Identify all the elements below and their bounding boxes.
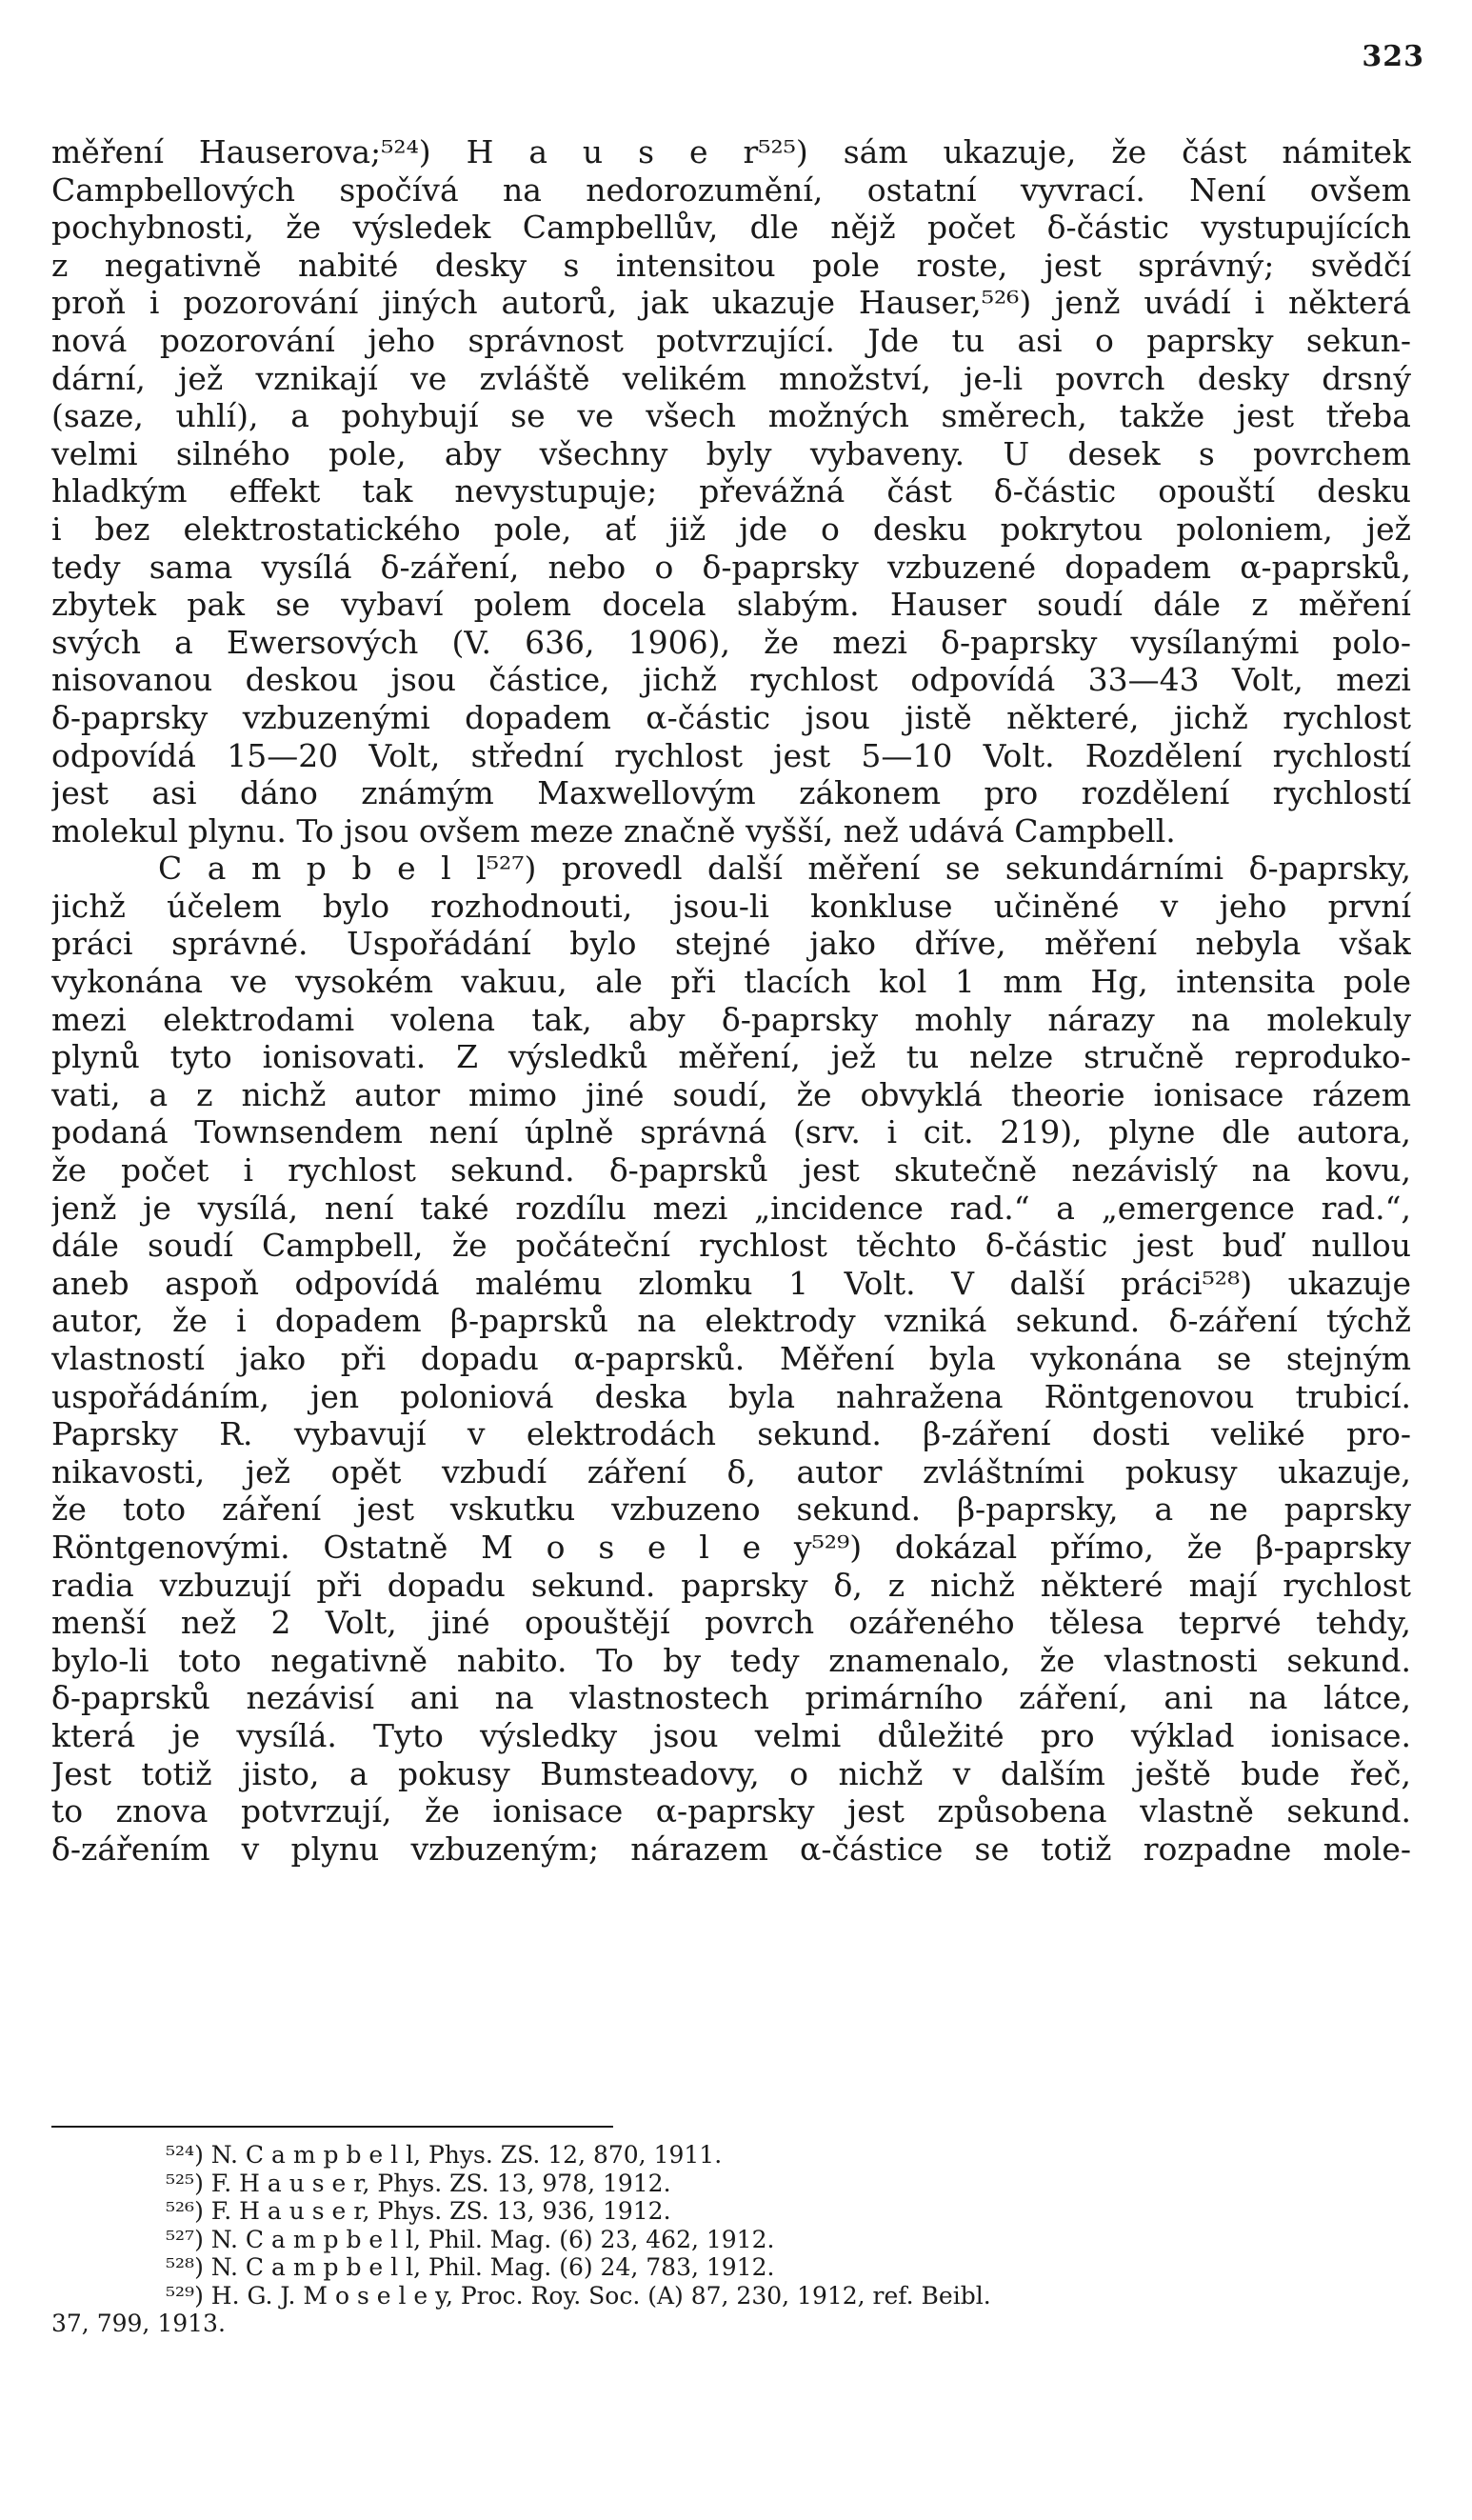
text-line: podaná Townsendem není úplně správná (srv. i cit. 219), plyne dle autora, bbox=[51, 1113, 1411, 1151]
text-line: δ-paprsky vzbuzenými dopadem α-částic jsou jistě některé, jichž rychlost bbox=[51, 698, 1411, 736]
body-text bbox=[51, 133, 1411, 1868]
footnote: ⁵²⁸) N. C a m p b e l l, Phil. Mag. (6) 24, 783, 1912. bbox=[166, 2253, 775, 2281]
text-line: dární, jež vznikají ve zvláště velikém množství, je-li povrch desky drsný bbox=[51, 359, 1411, 397]
text-line: autor, že i dopadem β-paprsků na elektrody vzniká sekund. δ-záření týchž bbox=[51, 1302, 1411, 1340]
text-line: bylo-li toto negativně nabito. To by tedy znamenalo, že vlastnosti sekund. bbox=[51, 1641, 1411, 1679]
text-line: aneb aspoň odpovídá malému zlomku 1 Volt. V další práci⁵²⁸) ukazuje bbox=[51, 1264, 1411, 1302]
text-line: která je vysílá. Tyto výsledky jsou velmi důležité pro výklad ionisace. bbox=[51, 1716, 1411, 1754]
text-line: vati, a z nichž autor mimo jiné soudí, že obvyklá theorie ionisace rázem bbox=[51, 1075, 1411, 1113]
text-line: molekul plynu. To jsou ovšem meze značně vyšší, než udává Campbell. bbox=[51, 811, 1176, 850]
footnotes bbox=[51, 2141, 1411, 2338]
text-line: uspořádáním, jen poloniová deska byla nahražena Röntgenovou trubicí. bbox=[51, 1377, 1411, 1415]
text-line: zbytek pak se vybaví polem docela slabým. Hauser soudí dále z měření bbox=[51, 586, 1411, 624]
text-line: nisovanou deskou jsou částice, jichž rychlost odpovídá 33—43 Volt, mezi bbox=[51, 661, 1411, 699]
footnote: ⁵²⁶) F. H a u s e r, Phys. ZS. 13, 936, 1912. bbox=[166, 2197, 671, 2225]
text-line: δ-paprsků nezávisí ani na vlastnostech primárního záření, ani na látce, bbox=[51, 1679, 1411, 1717]
page-number: 323 bbox=[1362, 40, 1424, 73]
text-line: i bez elektrostatického pole, ať již jde o desku pokrytou poloniem, jež bbox=[51, 510, 1411, 548]
text-line: že počet i rychlost sekund. δ-paprsků jest skutečně nezávislý na kovu, bbox=[51, 1151, 1411, 1190]
text-line: Campbellových spočívá na nedorozumění, ostatní vyvrací. Není ovšem bbox=[51, 170, 1411, 209]
text-line: jest asi dáno známým Maxwellovým zákonem pro rozdělení rychlostí bbox=[51, 774, 1411, 812]
text-line: Jest totiž jisto, a pokusy Bumsteadovy, o nichž v dalším ještě bude řeč, bbox=[51, 1754, 1411, 1792]
text-line: menší než 2 Volt, jiné opouštějí povrch ozářeného tělesa teprvé tehdy, bbox=[51, 1604, 1411, 1642]
footnote: ⁵²⁵) F. H a u s e r, Phys. ZS. 13, 978, 1912. bbox=[166, 2169, 671, 2197]
text-line: z negativně nabité desky s intensitou pole roste, jest správný; svědčí bbox=[51, 246, 1411, 284]
text-line: odpovídá 15—20 Volt, střední rychlost jest 5—10 Volt. Rozdělení rychlostí bbox=[51, 736, 1411, 774]
text-line: pochybnosti, že výsledek Campbellův, dle nějž počet δ-částic vystupujících bbox=[51, 209, 1411, 247]
text-line: svých a Ewersových (V. 636, 1906), že mezi δ-paprsky vysílanými polo- bbox=[51, 623, 1411, 661]
text-line: práci správné. Uspořádání bylo stejné jako dříve, měření nebyla však bbox=[51, 925, 1411, 963]
text-line: proň i pozorování jiných autorů, jak ukazuje Hauser,⁵²⁶) jenž uvádí i některá bbox=[51, 284, 1411, 322]
text-line: měření Hauserova;⁵²⁴) H a u s e r⁵²⁵) sám ukazuje, že část námitek bbox=[51, 133, 1411, 170]
text-line: jichž účelem bylo rozhodnouti, jsou-li konkluse učiněné v jeho první bbox=[51, 887, 1411, 925]
text-line: Röntgenovými. Ostatně M o s e l e y⁵²⁹) dokázal přímo, že β-paprsky bbox=[51, 1528, 1411, 1566]
text-line: (saze, uhlí), a pohybují se ve všech možných směrech, takže jest třeba bbox=[51, 397, 1411, 435]
text-line: velmi silného pole, aby všechny byly vybaveny. U desek s povrchem bbox=[51, 434, 1411, 472]
text-line: hladkým effekt tak nevystupuje; převážná část δ-částic opouští desku bbox=[51, 472, 1411, 510]
text-line: vlastností jako při dopadu α-paprsků. Měření byla vykonána se stejným bbox=[51, 1340, 1411, 1377]
footnote-divider bbox=[51, 2126, 613, 2128]
text-line: nikavosti, jež opět vzbudí záření δ, autor zvláštními pokusy ukazuje, bbox=[51, 1452, 1411, 1490]
footnote: ⁵²⁹) H. G. J. M o s e l e y, Proc. Roy. Soc. (A) 87, 230, 1912, ref. Beibl. bbox=[166, 2281, 991, 2310]
text-line: Paprsky R. vybavují v elektrodách sekund. β-záření dosti veliké pro- bbox=[51, 1415, 1411, 1453]
text-line: vykonána ve vysokém vakuu, ale při tlacích kol 1 mm Hg, intensita pole bbox=[51, 963, 1411, 1001]
text-line: δ-zářením v plynu vzbuzeným; nárazem α-částice se totiž rozpadne mole- bbox=[51, 1830, 1411, 1868]
text-line: plynů tyto ionisovati. Z výsledků měření, jež tu nelze stručně reproduko- bbox=[51, 1038, 1411, 1076]
footnote-continuation: 37, 799, 1913. bbox=[51, 2310, 226, 2337]
text-line: mezi elektrodami volena tak, aby δ-paprsky mohly nárazy na molekuly bbox=[51, 1000, 1411, 1038]
text-line: radia vzbuzují při dopadu sekund. paprsky δ, z nichž některé mají rychlost bbox=[51, 1566, 1411, 1604]
footnote: ⁵²⁴) N. C a m p b e l l, Phys. ZS. 12, 870, 1911. bbox=[166, 2141, 723, 2169]
text-line: to znova potvrzují, že ionisace α-paprsky jest způsobena vlastně sekund. bbox=[51, 1792, 1411, 1830]
text-line: nová pozorování jeho správnost potvrzující. Jde tu asi o paprsky sekun- bbox=[51, 321, 1411, 359]
footnote: ⁵²⁷) N. C a m p b e l l, Phil. Mag. (6) 23, 462, 1912. bbox=[166, 2225, 775, 2253]
text-line: C a m p b e l l⁵²⁷) provedl další měření se sekundárními δ-paprsky, bbox=[158, 850, 1411, 888]
text-line: že toto záření jest vskutku vzbuzeno sekund. β-paprsky, a ne paprsky bbox=[51, 1490, 1411, 1529]
text-line: dále soudí Campbell, že počáteční rychlost těchto δ-částic jest buď nullou bbox=[51, 1227, 1411, 1265]
text-line: jenž je vysílá, není také rozdílu mezi „incidence rad.“ a „emergence rad.“, bbox=[51, 1189, 1411, 1227]
text-line: tedy sama vysílá δ-záření, nebo o δ-paprsky vzbuzené dopadem α-paprsků, bbox=[51, 548, 1411, 586]
